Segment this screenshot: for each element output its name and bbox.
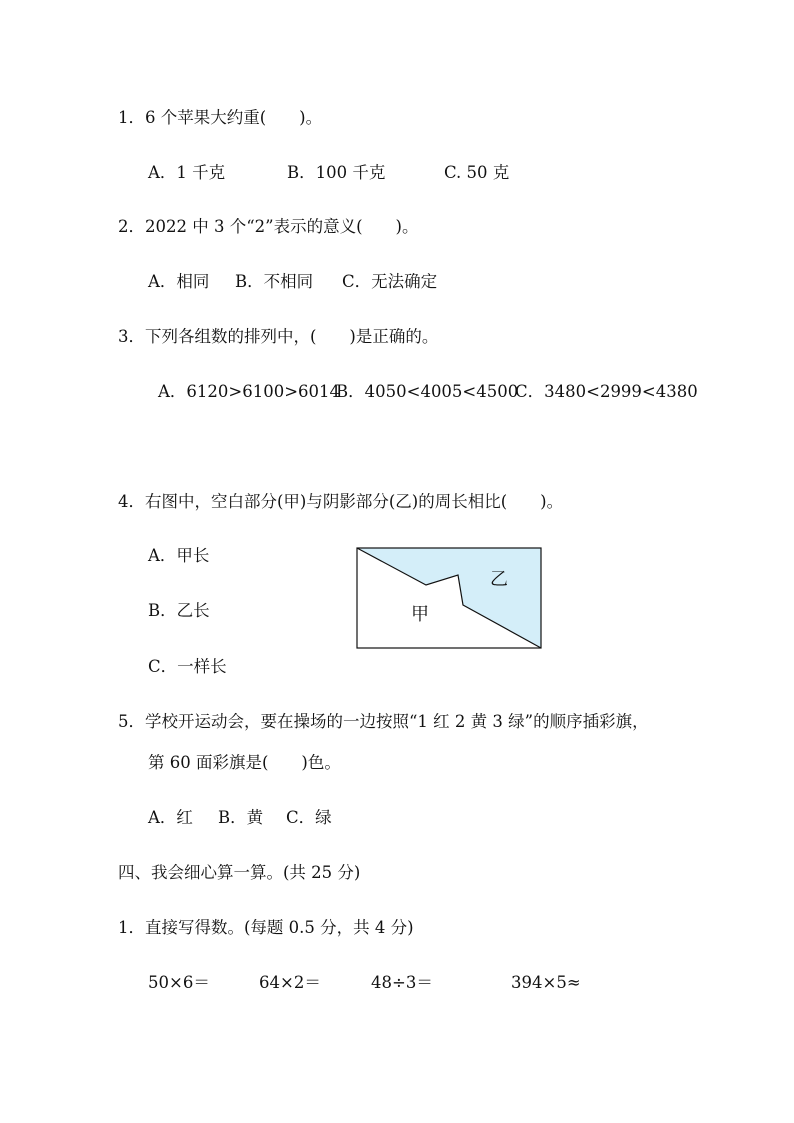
question-2-stem: 2．2022 中 3 个“2”表示的意义( )。 <box>118 217 419 236</box>
q1-option-a: A．1 千克 <box>148 163 226 182</box>
q1-option-c: C. 50 克 <box>444 163 510 182</box>
q4-option-a: A．甲长 <box>148 546 210 565</box>
calc-item-3: 48÷3＝ <box>371 973 433 992</box>
calc-stem: 1．直接写得数。(每题 0.5 分，共 4 分) <box>118 918 414 937</box>
question-1-stem: 1．6 个苹果大约重( )。 <box>118 108 323 127</box>
section-4-title: 四、我会细心算一算。(共 25 分) <box>118 863 361 882</box>
question-5-stem-line2: 第 60 面彩旗是( )色。 <box>148 753 341 772</box>
q5-option-a: A．红 <box>148 808 193 827</box>
q5-option-c: C．绿 <box>286 808 332 827</box>
q1-option-b: B．100 千克 <box>287 163 386 182</box>
q4-option-b: B．乙长 <box>148 601 210 620</box>
calc-item-2: 64×2＝ <box>259 973 321 992</box>
perimeter-figure <box>356 547 542 649</box>
q2-option-b: B．不相同 <box>235 272 314 291</box>
q4-option-c: C．一样长 <box>148 657 227 676</box>
calc-item-4: 394×5≈ <box>511 973 581 992</box>
q3-option-a: A．6120>6100>6014 <box>158 382 341 401</box>
q2-option-a: A．相同 <box>148 272 210 291</box>
label-blank: 甲 <box>411 604 429 625</box>
calc-item-1: 50×6＝ <box>148 973 210 992</box>
question-4-stem: 4．右图中，空白部分(甲)与阴影部分(乙)的周长相比( )。 <box>118 492 564 511</box>
q5-option-b: B．黄 <box>218 808 264 827</box>
q2-option-c: C．无法确定 <box>342 272 438 291</box>
label-shaded: 乙 <box>490 569 508 590</box>
question-5-stem-line1: 5．学校开运动会，要在操场的一边按照“1 红 2 黄 3 绿”的顺序插彩旗， <box>118 712 649 731</box>
q3-option-b: B．4050<4005<4500 <box>336 382 519 401</box>
q3-option-c: C．3480<2999<4380 <box>515 382 698 401</box>
question-3-stem: 3．下列各组数的排列中，( )是正确的。 <box>118 327 439 346</box>
